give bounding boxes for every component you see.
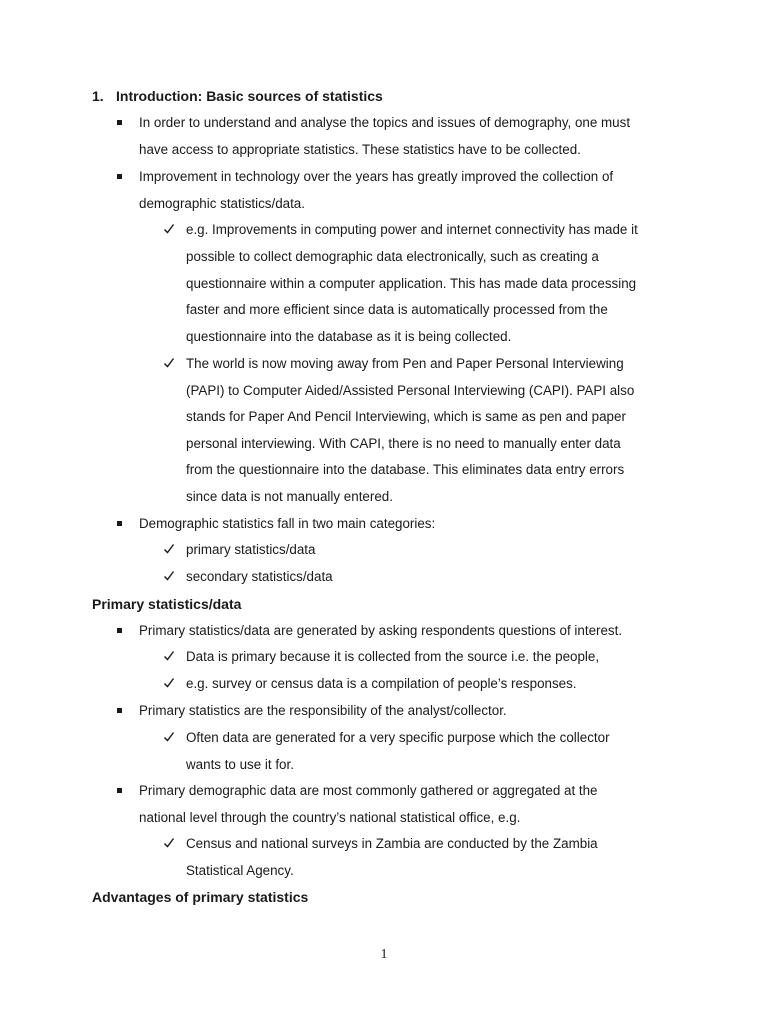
intro-bullet-3-line-1: Demographic statistics fall in two main categories: — [139, 516, 436, 531]
primary-check-3-line-1: Often data are generated for a very specific purpose which the collector — [186, 730, 610, 745]
section-number: 1. — [92, 88, 104, 104]
checkmark-icon — [163, 543, 175, 555]
intro-check-2-line-2: (PAPI) to Computer Aided/Assisted Personal Interviewing (CAPI). PAPI also — [186, 383, 635, 398]
checkmark-icon — [163, 837, 175, 849]
square-bullet-icon — [117, 120, 122, 125]
primary-check-4-line-2: Statistical Agency. — [186, 863, 294, 878]
intro-check-1-line-5: questionnaire into the database as it is being collected. — [186, 329, 512, 344]
primary-check-2-line-1: e.g. survey or census data is a compilation of people’s responses. — [186, 676, 577, 691]
primary-check-4-line-1: Census and national surveys in Zambia are conducted by the Zambia — [186, 836, 598, 851]
square-bullet-icon — [117, 788, 122, 793]
intro-bullet-1-line-2: have access to appropriate statistics. These statistics have to be collected. — [139, 142, 581, 157]
square-bullet-icon — [117, 708, 122, 713]
checkmark-icon — [163, 357, 175, 369]
intro-check-2-line-1: The world is now moving away from Pen and Paper Personal Interviewing — [186, 356, 624, 371]
primary-heading: Primary statistics/data — [92, 596, 242, 612]
square-bullet-icon — [117, 174, 122, 179]
intro-check-1-line-3: questionnaire within a computer application. This has made data processing — [186, 276, 637, 291]
primary-bullet-3-line-2: national level through the country’s national statistical office, e.g. — [139, 810, 521, 825]
page-number: 1 — [380, 947, 388, 962]
checkmark-icon — [163, 570, 175, 582]
primary-bullet-1-line-1: Primary statistics/data are generated by asking respondents questions of interest. — [139, 623, 623, 638]
checkmark-icon — [163, 650, 175, 662]
square-bullet-icon — [117, 628, 122, 633]
primary-bullet-2-line-1: Primary statistics are the responsibility of the analyst/collector. — [139, 703, 507, 718]
checkmark-icon — [163, 223, 175, 235]
intro-category-primary: primary statistics/data — [186, 542, 316, 557]
intro-check-2-line-4: personal interviewing. With CAPI, there is no need to manually enter data — [186, 436, 621, 451]
intro-check-1-line-1: e.g. Improvements in computing power and internet connectivity has made it — [186, 222, 638, 237]
intro-check-2-line-6: since data is not manually entered. — [186, 489, 393, 504]
intro-check-2-line-5: from the questionnaire into the database. This eliminates data entry errors — [186, 462, 625, 477]
intro-check-2-line-3: stands for Paper And Pencil Interviewing, which is same as pen and paper — [186, 409, 626, 424]
primary-check-3-line-2: wants to use it for. — [186, 757, 294, 772]
intro-check-1-line-4: faster and more efficient since data is automatically processed from the — [186, 302, 608, 317]
section-title: Introduction: Basic sources of statistics — [116, 88, 383, 104]
intro-bullet-2-line-2: demographic statistics/data. — [139, 196, 305, 211]
intro-bullet-1-line-1: In order to understand and analyse the topics and issues of demography, one must — [139, 115, 631, 130]
square-bullet-icon — [117, 521, 122, 526]
primary-bullet-3-line-1: Primary demographic data are most commonly gathered or aggregated at the — [139, 783, 598, 798]
checkmark-icon — [163, 677, 175, 689]
advantages-heading: Advantages of primary statistics — [92, 889, 309, 905]
primary-check-1-line-1: Data is primary because it is collected from the source i.e. the people, — [186, 649, 600, 664]
checkmark-icon — [163, 731, 175, 743]
intro-bullet-2-line-1: Improvement in technology over the years has greatly improved the collection of — [139, 169, 614, 184]
intro-check-1-line-2: possible to collect demographic data electronically, such as creating a — [186, 249, 599, 264]
intro-category-secondary: secondary statistics/data — [186, 569, 333, 584]
